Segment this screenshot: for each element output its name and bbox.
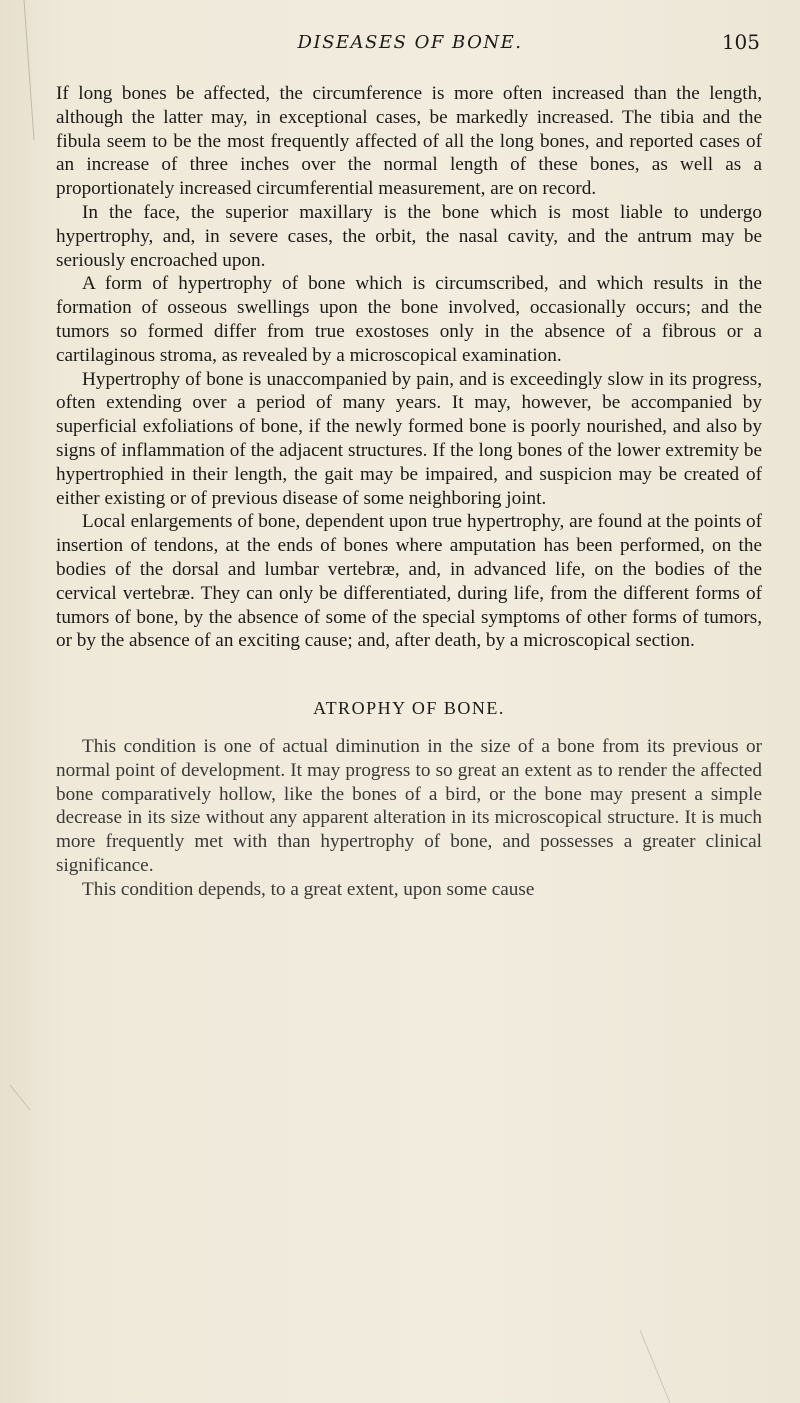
paragraph-face: In the face, the superior maxillary is the bone which is most liable to undergo hypertrophy, and, in severe cases, the orbit, the nasal cavity, and the antrum may be seriously encroached upon. [56,201,762,271]
paragraph-pain-progress: Hypertrophy of bone is unaccompanied by pain, and is exceedingly slow in its progress, often extending over a period of many years. It may, however, be accompanied by superficial exfoliations of bone, if the newly formed bone is poorly nourished, and also by signs of inflammation of the adjacent structures. If the long bones of the lower extremity be hypertrophied in their length, the gait may be impaired, and suspicion may be created of either existing or of previous disease of some neighboring joint. [56,368,762,509]
paragraph-long-bones: If long bones be affected, the circumference is more often increased than the length, although the latter may, in exceptional cases, be markedly increased. The tibia and the fibula seem to be the most frequently affected of all the long bones, and reported cases of an increase of three inches over the normal length of these bones, as well as a proportionately increased circumferential measurement, are on record. [56,83,762,200]
page-number: 105 [721,30,760,54]
paragraph-local-enlargements: Local enlargements of bone, dependent upon true hypertrophy, are found at the points of insertion of tendons, at the ends of bones where amputation has been performed, on the bodies of the dorsal and lumbar vertebræ, and, in advanced life, on the bodies of the cervical vertebræ. They can only be differentiated, during life, from the different forms of tumors of bone, by the absence of some of the special symptoms of other forms of tumors, or by the absence of an exciting cause; and, after death, by a microscopical section. [56,511,762,652]
paragraph-atrophy-definition: This condition is one of actual diminution in the size of a bone from its previous or normal point of development. It may progress to so great an extent as to render the affected bone comparatively hollow, like the bones of a bird, or the bone may present a simple decrease in its size without any apparent alteration in its microscopical structure. It is much more frequently met with than hypertrophy of bone, and possesses a greater clinical significance. [56,735,762,876]
paragraph-circumscribed: A form of hypertrophy of bone which is circumscribed, and which results in the formation of osseous swellings upon the bone involved, occasionally occurs; and the tumors so formed differ from true exostoses only in the absence of a fibrous or a cartilaginous stroma, as revealed by a microscopical examination. [56,273,762,366]
paragraph-atrophy-cause: This condition depends, to a great extent, upon some cause [82,878,535,900]
section-heading-atrophy: ATROPHY OF BONE. [313,698,505,719]
running-head: DISEASES OF BONE. [297,32,523,53]
